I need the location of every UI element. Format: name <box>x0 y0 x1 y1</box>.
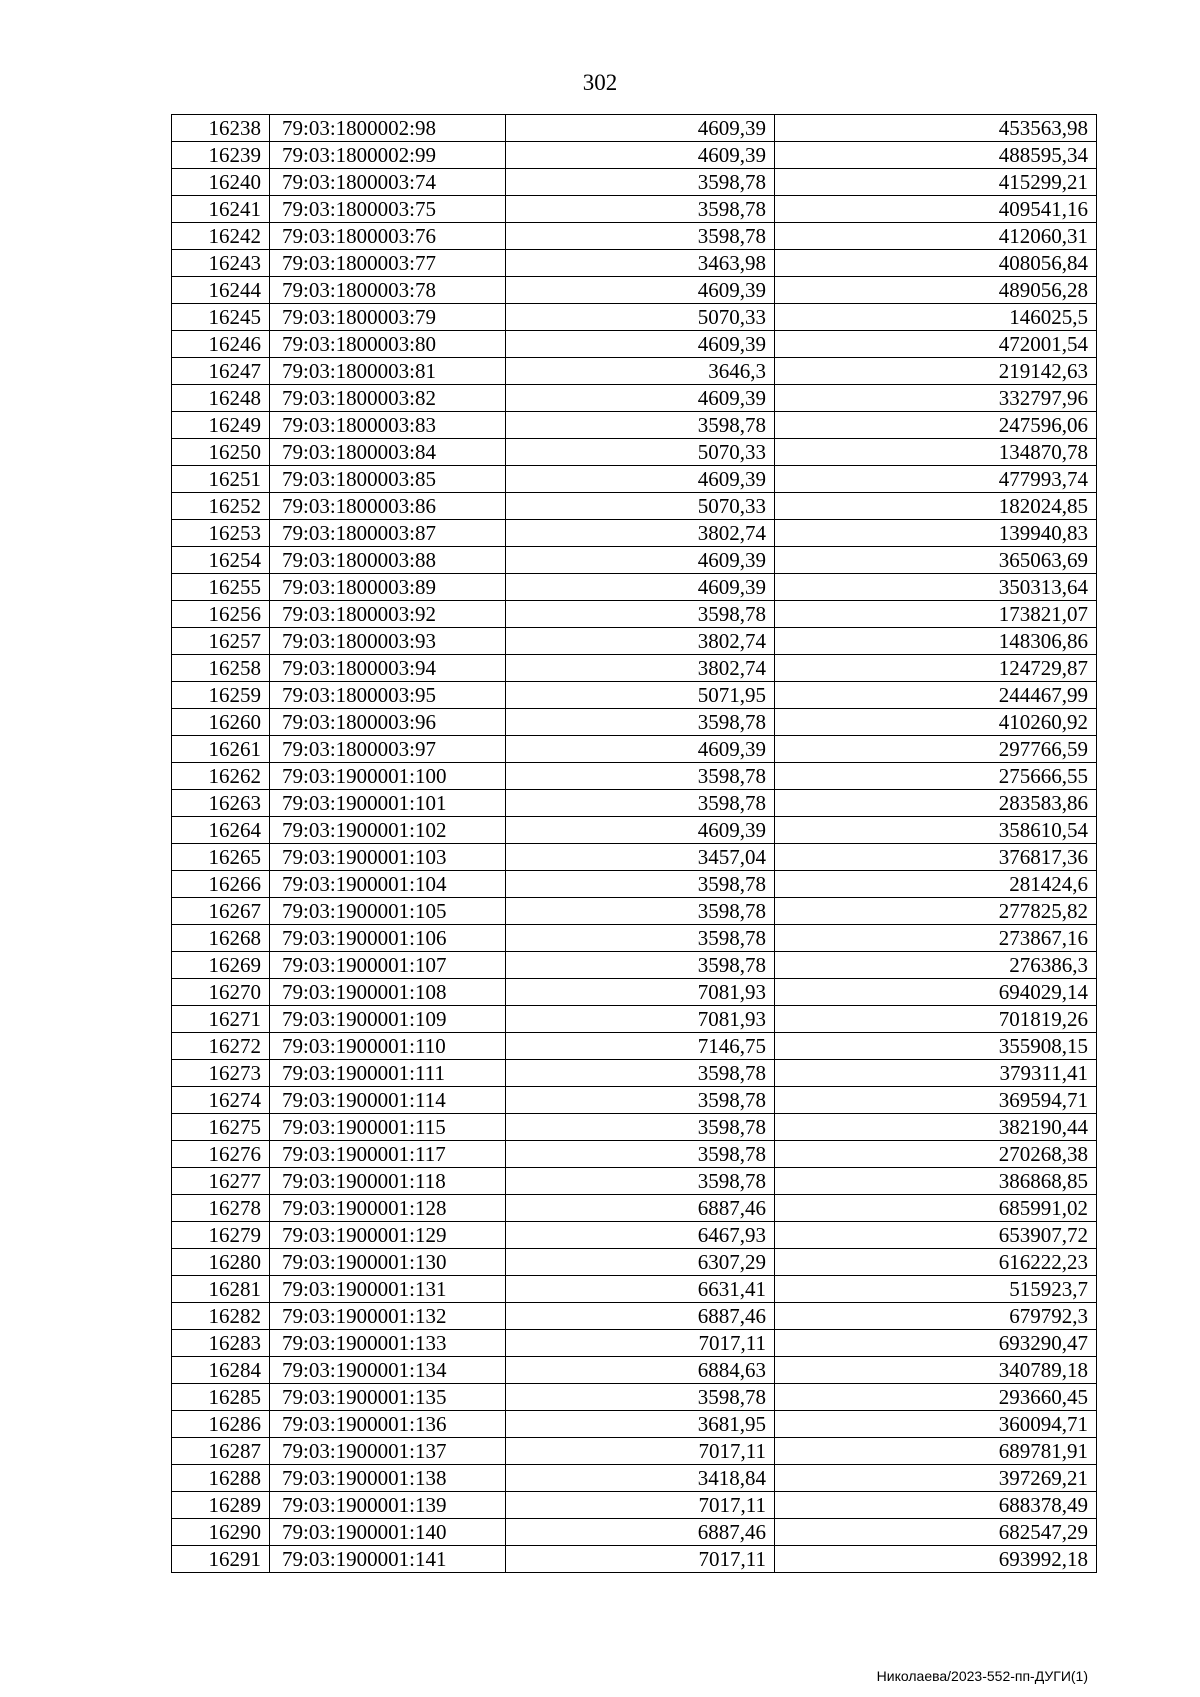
cadastral-number-cell: 79:03:1800003:89 <box>270 574 506 601</box>
row-number-cell: 16249 <box>172 412 270 439</box>
value-b-cell: 616222,23 <box>775 1249 1097 1276</box>
row-number-cell: 16280 <box>172 1249 270 1276</box>
value-b-cell: 276386,3 <box>775 952 1097 979</box>
value-a-cell: 3681,95 <box>506 1411 775 1438</box>
cadastral-number-cell: 79:03:1800003:85 <box>270 466 506 493</box>
value-b-cell: 350313,64 <box>775 574 1097 601</box>
value-a-cell: 3598,78 <box>506 196 775 223</box>
value-b-cell: 397269,21 <box>775 1465 1097 1492</box>
row-number-cell: 16265 <box>172 844 270 871</box>
table-row <box>172 1114 1097 1141</box>
value-b-cell: 244467,99 <box>775 682 1097 709</box>
value-a-cell: 7081,93 <box>506 979 775 1006</box>
value-a-cell: 3598,78 <box>506 763 775 790</box>
table-row <box>172 1438 1097 1465</box>
value-b-cell: 365063,69 <box>775 547 1097 574</box>
cadastral-number-cell: 79:03:1800003:75 <box>270 196 506 223</box>
cadastral-number-cell: 79:03:1900001:139 <box>270 1492 506 1519</box>
value-b-cell: 360094,71 <box>775 1411 1097 1438</box>
row-number-cell: 16268 <box>172 925 270 952</box>
value-a-cell: 3598,78 <box>506 1384 775 1411</box>
cadastral-number-cell: 79:03:1900001:128 <box>270 1195 506 1222</box>
value-b-cell: 382190,44 <box>775 1114 1097 1141</box>
value-a-cell: 4609,39 <box>506 736 775 763</box>
row-number-cell: 16245 <box>172 304 270 331</box>
value-b-cell: 477993,74 <box>775 466 1097 493</box>
table-row <box>172 871 1097 898</box>
value-b-cell: 273867,16 <box>775 925 1097 952</box>
cadastral-number-cell: 79:03:1800002:99 <box>270 142 506 169</box>
value-a-cell: 3598,78 <box>506 790 775 817</box>
row-number-cell: 16264 <box>172 817 270 844</box>
cadastral-number-cell: 79:03:1900001:102 <box>270 817 506 844</box>
table-row <box>172 196 1097 223</box>
cadastral-number-cell: 79:03:1900001:117 <box>270 1141 506 1168</box>
value-b-cell: 412060,31 <box>775 223 1097 250</box>
row-number-cell: 16273 <box>172 1060 270 1087</box>
table-row <box>172 1411 1097 1438</box>
cadastral-number-cell: 79:03:1900001:106 <box>270 925 506 952</box>
value-b-cell: 134870,78 <box>775 439 1097 466</box>
row-number-cell: 16279 <box>172 1222 270 1249</box>
value-b-cell: 283583,86 <box>775 790 1097 817</box>
table-row <box>172 1222 1097 1249</box>
cadastral-number-cell: 79:03:1900001:140 <box>270 1519 506 1546</box>
value-b-cell: 270268,38 <box>775 1141 1097 1168</box>
table-row <box>172 1465 1097 1492</box>
value-b-cell: 332797,96 <box>775 385 1097 412</box>
cadastral-number-cell: 79:03:1900001:138 <box>270 1465 506 1492</box>
value-b-cell: 182024,85 <box>775 493 1097 520</box>
row-number-cell: 16285 <box>172 1384 270 1411</box>
table-row <box>172 925 1097 952</box>
cadastral-number-cell: 79:03:1800003:79 <box>270 304 506 331</box>
row-number-cell: 16276 <box>172 1141 270 1168</box>
row-number-cell: 16260 <box>172 709 270 736</box>
value-b-cell: 340789,18 <box>775 1357 1097 1384</box>
value-a-cell: 4609,39 <box>506 142 775 169</box>
cadastral-number-cell: 79:03:1800003:86 <box>270 493 506 520</box>
value-a-cell: 3598,78 <box>506 169 775 196</box>
cadastral-number-cell: 79:03:1900001:110 <box>270 1033 506 1060</box>
row-number-cell: 16281 <box>172 1276 270 1303</box>
value-a-cell: 3802,74 <box>506 520 775 547</box>
row-number-cell: 16242 <box>172 223 270 250</box>
row-number-cell: 16261 <box>172 736 270 763</box>
cadastral-number-cell: 79:03:1800003:78 <box>270 277 506 304</box>
value-b-cell: 682547,29 <box>775 1519 1097 1546</box>
cadastral-number-cell: 79:03:1800003:95 <box>270 682 506 709</box>
value-b-cell: 293660,45 <box>775 1384 1097 1411</box>
row-number-cell: 16269 <box>172 952 270 979</box>
table-row <box>172 1492 1097 1519</box>
cadastral-number-cell: 79:03:1800003:97 <box>270 736 506 763</box>
value-a-cell: 6887,46 <box>506 1303 775 1330</box>
row-number-cell: 16266 <box>172 871 270 898</box>
value-b-cell: 653907,72 <box>775 1222 1097 1249</box>
value-b-cell: 515923,7 <box>775 1276 1097 1303</box>
row-number-cell: 16256 <box>172 601 270 628</box>
value-a-cell: 3646,3 <box>506 358 775 385</box>
cadastral-number-cell: 79:03:1900001:111 <box>270 1060 506 1087</box>
table-row <box>172 1303 1097 1330</box>
value-a-cell: 3802,74 <box>506 628 775 655</box>
row-number-cell: 16287 <box>172 1438 270 1465</box>
page-number: 302 <box>582 70 618 95</box>
table-row <box>172 385 1097 412</box>
cadastral-number-cell: 79:03:1800003:83 <box>270 412 506 439</box>
table-row <box>172 169 1097 196</box>
value-a-cell: 6887,46 <box>506 1195 775 1222</box>
row-number-cell: 16272 <box>172 1033 270 1060</box>
cadastral-number-cell: 79:03:1800003:87 <box>270 520 506 547</box>
value-b-cell: 358610,54 <box>775 817 1097 844</box>
cadastral-number-cell: 79:03:1800002:98 <box>270 115 506 142</box>
value-a-cell: 5070,33 <box>506 304 775 331</box>
cadastral-number-cell: 79:03:1900001:132 <box>270 1303 506 1330</box>
cadastral-number-cell: 79:03:1900001:130 <box>270 1249 506 1276</box>
row-number-cell: 16255 <box>172 574 270 601</box>
cadastral-number-cell: 79:03:1900001:118 <box>270 1168 506 1195</box>
table-row <box>172 1033 1097 1060</box>
value-b-cell: 689781,91 <box>775 1438 1097 1465</box>
table-row <box>172 1357 1097 1384</box>
cadastral-number-cell: 79:03:1800003:76 <box>270 223 506 250</box>
table-row <box>172 1249 1097 1276</box>
cadastral-number-cell: 79:03:1800003:88 <box>270 547 506 574</box>
table-row <box>172 628 1097 655</box>
table-row <box>172 547 1097 574</box>
row-number-cell: 16259 <box>172 682 270 709</box>
row-number-cell: 16274 <box>172 1087 270 1114</box>
row-number-cell: 16244 <box>172 277 270 304</box>
cadastral-number-cell: 79:03:1900001:131 <box>270 1276 506 1303</box>
row-number-cell: 16254 <box>172 547 270 574</box>
value-b-cell: 219142,63 <box>775 358 1097 385</box>
value-a-cell: 3598,78 <box>506 1087 775 1114</box>
value-a-cell: 7017,11 <box>506 1438 775 1465</box>
value-b-cell: 685991,02 <box>775 1195 1097 1222</box>
row-number-cell: 16290 <box>172 1519 270 1546</box>
cadastral-number-cell: 79:03:1900001:103 <box>270 844 506 871</box>
row-number-cell: 16288 <box>172 1465 270 1492</box>
value-a-cell: 6307,29 <box>506 1249 775 1276</box>
table-row <box>172 412 1097 439</box>
cadastral-number-cell: 79:03:1900001:141 <box>270 1546 506 1573</box>
value-b-cell: 139940,83 <box>775 520 1097 547</box>
table-row <box>172 1330 1097 1357</box>
value-a-cell: 3598,78 <box>506 898 775 925</box>
value-b-cell: 488595,34 <box>775 142 1097 169</box>
value-b-cell: 297766,59 <box>775 736 1097 763</box>
value-a-cell: 4609,39 <box>506 331 775 358</box>
row-number-cell: 16238 <box>172 115 270 142</box>
value-a-cell: 3598,78 <box>506 1141 775 1168</box>
value-b-cell: 386868,85 <box>775 1168 1097 1195</box>
row-number-cell: 16243 <box>172 250 270 277</box>
row-number-cell: 16263 <box>172 790 270 817</box>
cadastral-number-cell: 79:03:1900001:101 <box>270 790 506 817</box>
value-a-cell: 7146,75 <box>506 1033 775 1060</box>
table-row <box>172 790 1097 817</box>
cadastral-number-cell: 79:03:1800003:92 <box>270 601 506 628</box>
row-number-cell: 16270 <box>172 979 270 1006</box>
value-b-cell: 369594,71 <box>775 1087 1097 1114</box>
value-a-cell: 3598,78 <box>506 1114 775 1141</box>
cadastral-number-cell: 79:03:1900001:134 <box>270 1357 506 1384</box>
value-a-cell: 4609,39 <box>506 277 775 304</box>
cadastral-number-cell: 79:03:1800003:94 <box>270 655 506 682</box>
table-row <box>172 1060 1097 1087</box>
row-number-cell: 16252 <box>172 493 270 520</box>
cadastral-number-cell: 79:03:1900001:105 <box>270 898 506 925</box>
cadastral-number-cell: 79:03:1900001:104 <box>270 871 506 898</box>
cadastral-number-cell: 79:03:1900001:109 <box>270 1006 506 1033</box>
value-b-cell: 247596,06 <box>775 412 1097 439</box>
cadastral-number-cell: 79:03:1800003:74 <box>270 169 506 196</box>
value-a-cell: 3418,84 <box>506 1465 775 1492</box>
cadastral-number-cell: 79:03:1900001:137 <box>270 1438 506 1465</box>
row-number-cell: 16247 <box>172 358 270 385</box>
table-row <box>172 574 1097 601</box>
table-row <box>172 1276 1097 1303</box>
value-a-cell: 3598,78 <box>506 412 775 439</box>
cadastre-table <box>171 114 1097 1573</box>
value-b-cell: 688378,49 <box>775 1492 1097 1519</box>
cadastral-number-cell: 79:03:1800003:77 <box>270 250 506 277</box>
value-b-cell: 410260,92 <box>775 709 1097 736</box>
value-a-cell: 4609,39 <box>506 817 775 844</box>
row-number-cell: 16289 <box>172 1492 270 1519</box>
cadastral-number-cell: 79:03:1900001:108 <box>270 979 506 1006</box>
table-row <box>172 763 1097 790</box>
value-a-cell: 6467,93 <box>506 1222 775 1249</box>
row-number-cell: 16283 <box>172 1330 270 1357</box>
value-a-cell: 3457,04 <box>506 844 775 871</box>
value-a-cell: 4609,39 <box>506 547 775 574</box>
value-b-cell: 694029,14 <box>775 979 1097 1006</box>
value-a-cell: 3802,74 <box>506 655 775 682</box>
value-a-cell: 4609,39 <box>506 466 775 493</box>
row-number-cell: 16278 <box>172 1195 270 1222</box>
cadastral-number-cell: 79:03:1900001:107 <box>270 952 506 979</box>
value-b-cell: 148306,86 <box>775 628 1097 655</box>
value-a-cell: 6631,41 <box>506 1276 775 1303</box>
value-a-cell: 7017,11 <box>506 1330 775 1357</box>
table-row <box>172 655 1097 682</box>
value-b-cell: 281424,6 <box>775 871 1097 898</box>
value-a-cell: 5070,33 <box>506 493 775 520</box>
table-row <box>172 601 1097 628</box>
value-b-cell: 355908,15 <box>775 1033 1097 1060</box>
row-number-cell: 16246 <box>172 331 270 358</box>
table-row <box>172 1141 1097 1168</box>
value-a-cell: 7017,11 <box>506 1492 775 1519</box>
table-row <box>172 115 1097 142</box>
row-number-cell: 16286 <box>172 1411 270 1438</box>
value-b-cell: 415299,21 <box>775 169 1097 196</box>
table-row <box>172 520 1097 547</box>
value-b-cell: 693992,18 <box>775 1546 1097 1573</box>
cadastral-number-cell: 79:03:1900001:100 <box>270 763 506 790</box>
table-row <box>172 952 1097 979</box>
value-b-cell: 409541,16 <box>775 196 1097 223</box>
value-b-cell: 379311,41 <box>775 1060 1097 1087</box>
value-a-cell: 4609,39 <box>506 574 775 601</box>
row-number-cell: 16251 <box>172 466 270 493</box>
value-b-cell: 693290,47 <box>775 1330 1097 1357</box>
value-b-cell: 472001,54 <box>775 331 1097 358</box>
row-number-cell: 16257 <box>172 628 270 655</box>
cadastral-number-cell: 79:03:1900001:114 <box>270 1087 506 1114</box>
table-row <box>172 250 1097 277</box>
cadastral-number-cell: 79:03:1900001:115 <box>270 1114 506 1141</box>
table-row <box>172 1384 1097 1411</box>
table-row <box>172 1546 1097 1573</box>
cadastral-number-cell: 79:03:1800003:82 <box>270 385 506 412</box>
value-b-cell: 173821,07 <box>775 601 1097 628</box>
row-number-cell: 16282 <box>172 1303 270 1330</box>
table-row <box>172 979 1097 1006</box>
cadastral-number-cell: 79:03:1800003:81 <box>270 358 506 385</box>
value-a-cell: 3598,78 <box>506 952 775 979</box>
table-row <box>172 466 1097 493</box>
value-b-cell: 376817,36 <box>775 844 1097 871</box>
row-number-cell: 16240 <box>172 169 270 196</box>
value-a-cell: 3598,78 <box>506 1060 775 1087</box>
table-row <box>172 439 1097 466</box>
row-number-cell: 16253 <box>172 520 270 547</box>
value-a-cell: 3598,78 <box>506 1168 775 1195</box>
table-row <box>172 304 1097 331</box>
table-body <box>172 115 1097 1573</box>
table-row <box>172 1168 1097 1195</box>
table-row <box>172 1006 1097 1033</box>
footer-reference: Николаева/2023-552-пп-ДУГИ(1) <box>876 1668 1088 1684</box>
value-a-cell: 3598,78 <box>506 925 775 952</box>
table-row <box>172 493 1097 520</box>
row-number-cell: 16275 <box>172 1114 270 1141</box>
value-b-cell: 146025,5 <box>775 304 1097 331</box>
table-row <box>172 358 1097 385</box>
table-row <box>172 223 1097 250</box>
value-a-cell: 6884,63 <box>506 1357 775 1384</box>
cadastral-number-cell: 79:03:1900001:135 <box>270 1384 506 1411</box>
row-number-cell: 16241 <box>172 196 270 223</box>
row-number-cell: 16258 <box>172 655 270 682</box>
row-number-cell: 16239 <box>172 142 270 169</box>
value-b-cell: 408056,84 <box>775 250 1097 277</box>
cadastral-number-cell: 79:03:1800003:93 <box>270 628 506 655</box>
table-row <box>172 142 1097 169</box>
table-row <box>172 709 1097 736</box>
table-row <box>172 898 1097 925</box>
row-number-cell: 16277 <box>172 1168 270 1195</box>
table-row <box>172 682 1097 709</box>
value-b-cell: 277825,82 <box>775 898 1097 925</box>
value-a-cell: 5070,33 <box>506 439 775 466</box>
row-number-cell: 16267 <box>172 898 270 925</box>
table-row <box>172 1087 1097 1114</box>
value-a-cell: 5071,95 <box>506 682 775 709</box>
value-b-cell: 489056,28 <box>775 277 1097 304</box>
row-number-cell: 16271 <box>172 1006 270 1033</box>
row-number-cell: 16248 <box>172 385 270 412</box>
value-a-cell: 7017,11 <box>506 1546 775 1573</box>
cadastral-number-cell: 79:03:1800003:84 <box>270 439 506 466</box>
value-a-cell: 4609,39 <box>506 115 775 142</box>
cadastral-number-cell: 79:03:1800003:96 <box>270 709 506 736</box>
cadastral-number-cell: 79:03:1900001:136 <box>270 1411 506 1438</box>
row-number-cell: 16262 <box>172 763 270 790</box>
value-b-cell: 679792,3 <box>775 1303 1097 1330</box>
value-a-cell: 4609,39 <box>506 385 775 412</box>
row-number-cell: 16284 <box>172 1357 270 1384</box>
table-row <box>172 736 1097 763</box>
value-a-cell: 7081,93 <box>506 1006 775 1033</box>
cadastral-number-cell: 79:03:1800003:80 <box>270 331 506 358</box>
table-row <box>172 277 1097 304</box>
row-number-cell: 16291 <box>172 1546 270 1573</box>
value-b-cell: 453563,98 <box>775 115 1097 142</box>
table-row <box>172 1195 1097 1222</box>
table-row <box>172 844 1097 871</box>
value-b-cell: 275666,55 <box>775 763 1097 790</box>
table-row <box>172 817 1097 844</box>
value-b-cell: 124729,87 <box>775 655 1097 682</box>
cadastral-number-cell: 79:03:1900001:133 <box>270 1330 506 1357</box>
cadastral-number-cell: 79:03:1900001:129 <box>270 1222 506 1249</box>
value-b-cell: 701819,26 <box>775 1006 1097 1033</box>
row-number-cell: 16250 <box>172 439 270 466</box>
value-a-cell: 3598,78 <box>506 871 775 898</box>
table-row <box>172 1519 1097 1546</box>
value-a-cell: 3598,78 <box>506 709 775 736</box>
value-a-cell: 3463,98 <box>506 250 775 277</box>
value-a-cell: 3598,78 <box>506 223 775 250</box>
value-a-cell: 6887,46 <box>506 1519 775 1546</box>
table-row <box>172 331 1097 358</box>
value-a-cell: 3598,78 <box>506 601 775 628</box>
